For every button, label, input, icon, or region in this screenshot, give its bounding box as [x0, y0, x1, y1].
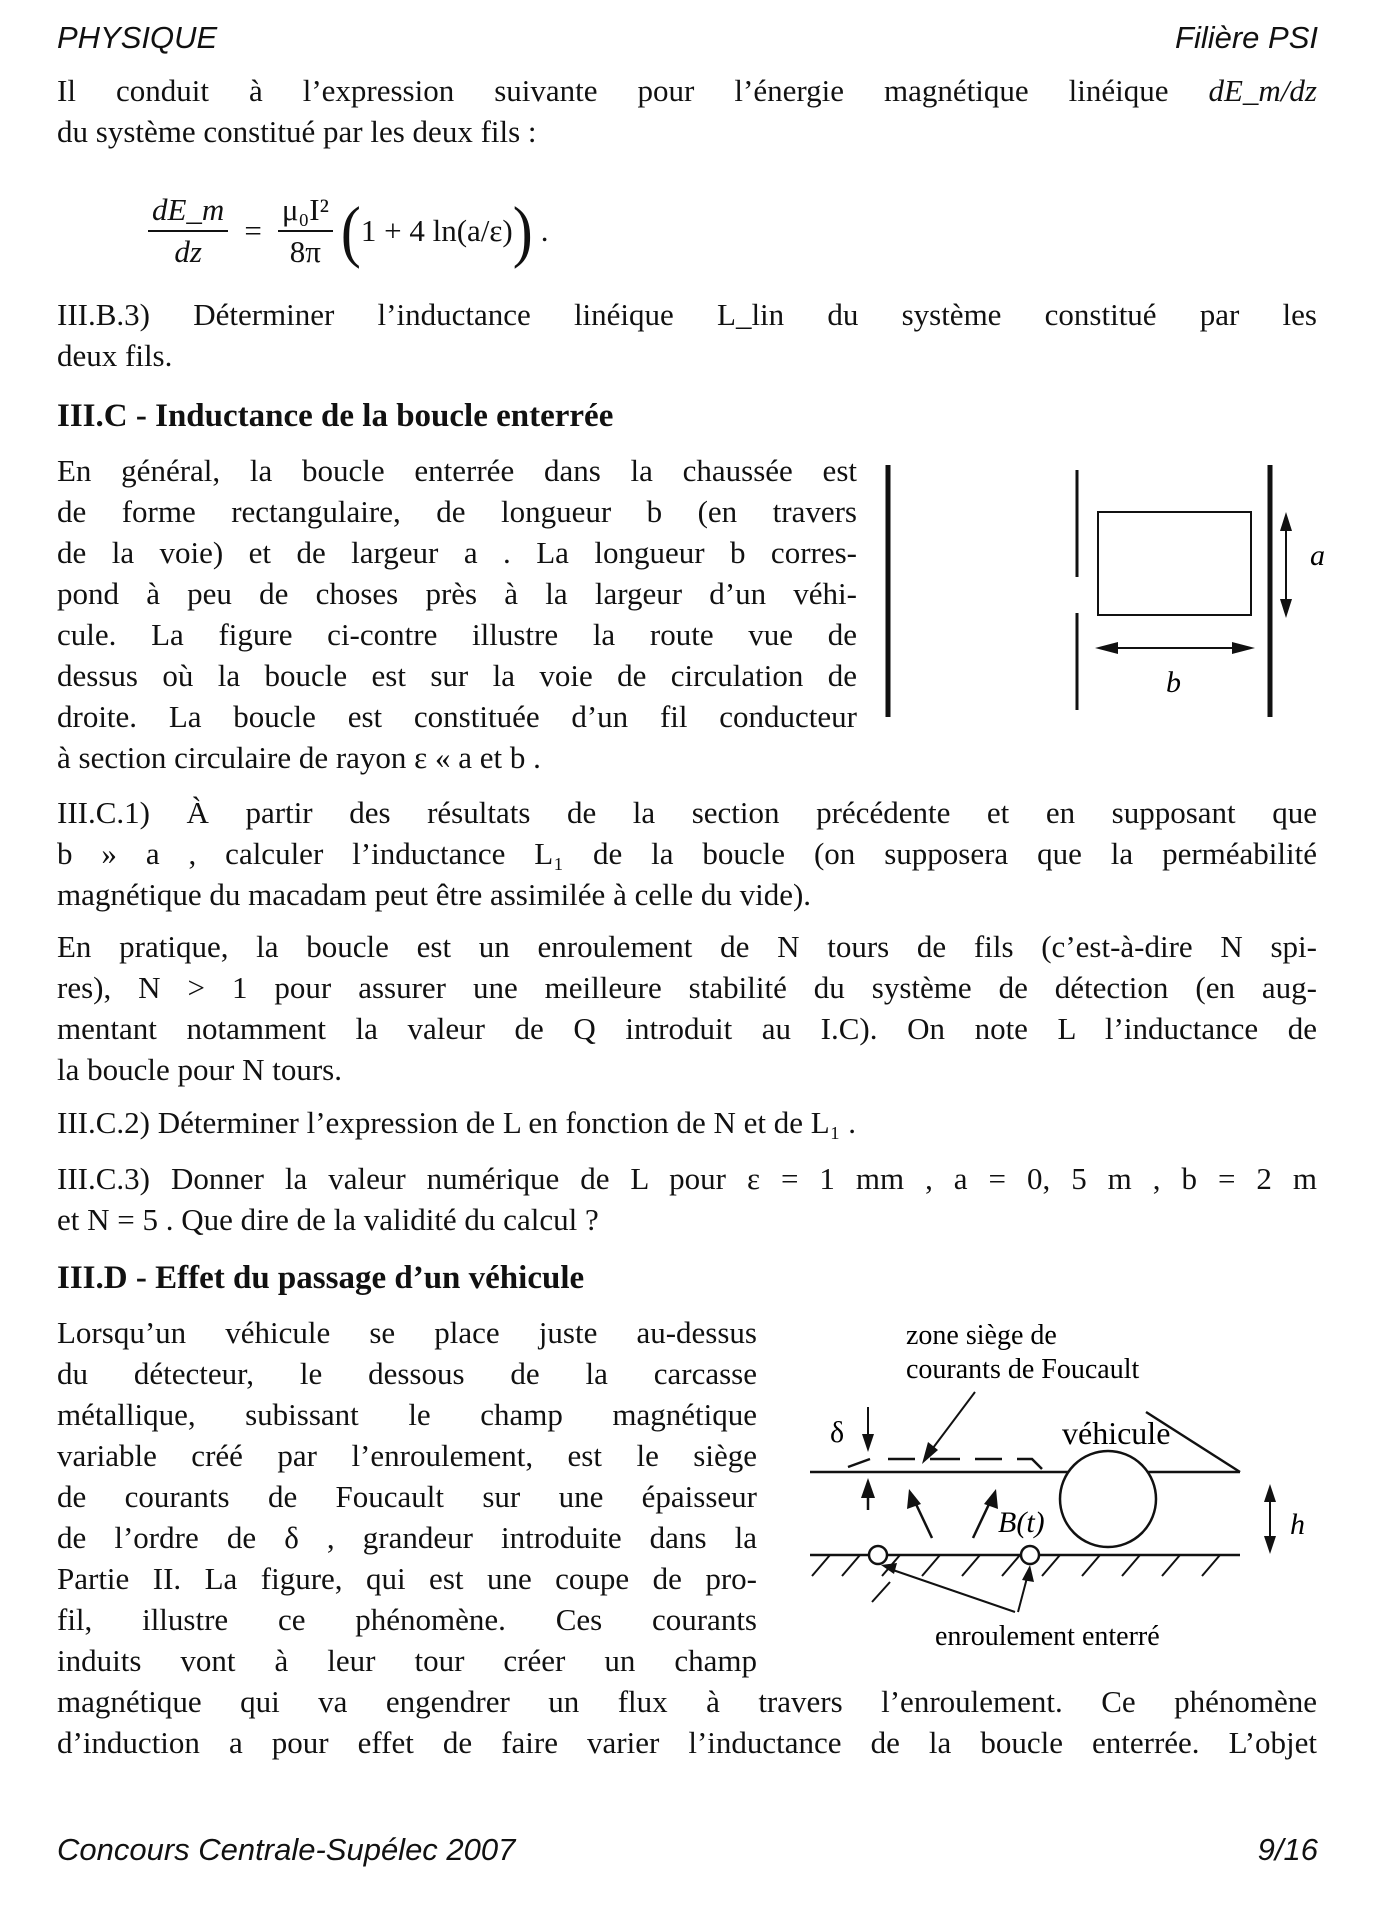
paragraph-line: la boucle pour N tours. — [57, 1052, 342, 1087]
paragraph-line: fil, illustre ce phénomène. Ces courants — [57, 1602, 757, 1637]
energy-formula: $\frac{dE\_m}{dz}$ = $\frac{\text{μ₀I²}}{8\pi}$ ( 1 + 4 ln(a/ε) ) . — [140, 192, 548, 270]
header-subject: PHYSIQUE — [57, 20, 218, 55]
label-b: b — [1166, 666, 1181, 699]
vehicle-label: véhicule — [1062, 1415, 1171, 1451]
question-III-B-3 — [57, 294, 1317, 376]
paragraph-line: métallique, subissant le champ magnétique — [57, 1397, 757, 1432]
paragraph-line: En général, la boucle enterrée dans la chaussée est — [57, 453, 857, 488]
winding-cross-section-right — [1021, 1546, 1039, 1564]
paragraph-line: d’induction a pour effet de faire varier l’inductance de la boucle enterrée. L’objet — [57, 1725, 1317, 1760]
arrow-head-icon — [1280, 512, 1292, 531]
intro-paragraph — [57, 70, 1317, 152]
section-C-paragraph — [57, 450, 857, 778]
intro-line-2: du système constitué par les deux fils : — [57, 114, 537, 149]
question-line: III.C.3) Donner la valeur numérique de L pour ε = 1 mm , a = 0, 5 m , b = 2 m — [57, 1161, 1317, 1196]
paragraph-line: res), N > 1 pour assurer une meilleure stabilité du système de détection (en aug- — [57, 970, 1317, 1005]
paragraph-line: à section circulaire de rayon ε « a et b . — [57, 740, 541, 775]
paragraph-line: de forme rectangulaire, de longueur b (en travers — [57, 494, 857, 529]
zone-pointer-line — [930, 1392, 975, 1452]
paragraph-line: cule. La figure ci-contre illustre la route vue de — [57, 617, 857, 652]
arrow-head-icon — [881, 1563, 897, 1574]
arrow-head-icon — [1264, 1536, 1276, 1554]
delta-label: δ — [830, 1416, 845, 1449]
label-a: a — [1310, 539, 1325, 572]
question-line: b » a , calculer l’inductance L₁ de la boucle (on supposera que la perméabilité — [57, 836, 1317, 871]
arrow-head-icon — [1022, 1565, 1034, 1582]
page-header — [57, 20, 1318, 56]
question-III-B-3-line-1: III.B.3) Déterminer l’inductance linéique L_lin du système constitué par les — [57, 297, 1317, 332]
question-line: magnétique du macadam peut être assimilée à celle du vide). — [57, 877, 812, 912]
vehicle-profile-figure — [770, 1312, 1330, 1652]
section-C-title: III.C - Inductance de la boucle enterrée — [57, 398, 614, 434]
section-D-continuation — [57, 1681, 1317, 1763]
zone-label-line-2: courants de Foucault — [906, 1354, 1140, 1385]
page-footer — [57, 1832, 1318, 1868]
winding-label: enroulement enterré — [935, 1621, 1160, 1652]
arrow-head-icon — [1232, 642, 1255, 654]
paragraph-line: de l’ordre de δ , grandeur introduite dans la — [57, 1520, 757, 1555]
section-D-title: III.D - Effet du passage d’un véhicule — [57, 1260, 585, 1296]
paragraph-line: induits vont à leur tour créer un champ — [57, 1643, 757, 1678]
header-track: Filière PSI — [1175, 20, 1318, 55]
winding-cross-section-left — [869, 1546, 887, 1564]
arrow-head-icon — [862, 1434, 874, 1452]
paragraph-line: mentant notamment la valeur de Q introduit au I.C). On note L l’inductance de — [57, 1011, 1317, 1046]
zone-label-line-1: zone siège de — [906, 1320, 1057, 1351]
question-line: III.C.1) À partir des résultats de la section précédente et en supposant que — [57, 795, 1317, 830]
field-arrow-icon — [907, 1489, 921, 1509]
formula-equals: = — [244, 213, 262, 248]
arrow-head-icon — [1095, 642, 1118, 654]
paragraph-line: dessus où la boucle est sur la voie de circulation de — [57, 658, 857, 693]
question-III-B-3-line-2: deux fils. — [57, 338, 173, 373]
paragraph-line: droite. La boucle est constituée d’un fil conducteur — [57, 699, 857, 734]
field-label: B(t) — [998, 1506, 1045, 1539]
field-arrow-icon — [984, 1489, 998, 1509]
paragraph-line: En pratique, la boucle est un enroulement de N tours de fils (c’est-à-dire N spi- — [57, 929, 1317, 964]
paragraph-line: magnétique qui va engendrer un flux à travers l’enroulement. Ce phénomène — [57, 1684, 1317, 1719]
paragraph-line: pond à peu de choses près à la largeur d’un véhi- — [57, 576, 857, 611]
question-line: III.C.2) Déterminer l’expression de L en fonction de N et de L₁ . — [57, 1105, 857, 1140]
paragraph-line: Lorsqu’un véhicule se place juste au-dessus — [57, 1315, 757, 1350]
energy-ratio-math: dE_m/dz — [1208, 73, 1317, 108]
paragraph-line: de la voie) et de largeur a . La longueur b corres- — [57, 535, 857, 570]
eddy-current-zone — [848, 1459, 1042, 1469]
formula-prefactor: $\frac{\text{μ₀I²}}{8\pi}$ — [278, 192, 333, 270]
footer-exam-name: Concours Centrale-Supélec 2007 — [57, 1832, 516, 1867]
buried-loop-rectangle — [1098, 512, 1251, 615]
practice-paragraph — [57, 926, 1317, 1090]
arrow-head-icon — [1280, 599, 1292, 618]
question-III-C-3 — [57, 1158, 1317, 1240]
question-line: et N = 5 . Que dire de la validité du calcul ? — [57, 1202, 599, 1237]
footer-page-number: 9/16 — [1257, 1832, 1318, 1867]
question-III-C-1 — [57, 792, 1317, 915]
loop-top-view-figure — [870, 455, 1330, 735]
paragraph-line: variable créé par l’enroulement, est le siège — [57, 1438, 757, 1473]
paragraph-line: de courants de Foucault sur une épaisseur — [57, 1479, 757, 1514]
formula-body: 1 + 4 ln(a/ε) — [360, 213, 513, 248]
question-III-C-2 — [57, 1102, 1317, 1143]
intro-line-1: Il conduit à l’expression suivante pour l’énergie magnétique linéique dE_m/dz — [57, 73, 1317, 108]
paragraph-line: du détecteur, le dessous de la carcasse — [57, 1356, 757, 1391]
height-label: h — [1290, 1508, 1305, 1541]
vehicle-wheel — [1060, 1451, 1156, 1547]
field-arrow-icon — [861, 1478, 875, 1498]
paragraph-line: Partie II. La figure, qui est une coupe de pro- — [57, 1561, 757, 1596]
arrow-head-icon — [1264, 1484, 1276, 1502]
section-D-paragraph — [57, 1312, 757, 1681]
formula-lhs: $\frac{dE\_m}{dz}$ — [148, 192, 228, 270]
